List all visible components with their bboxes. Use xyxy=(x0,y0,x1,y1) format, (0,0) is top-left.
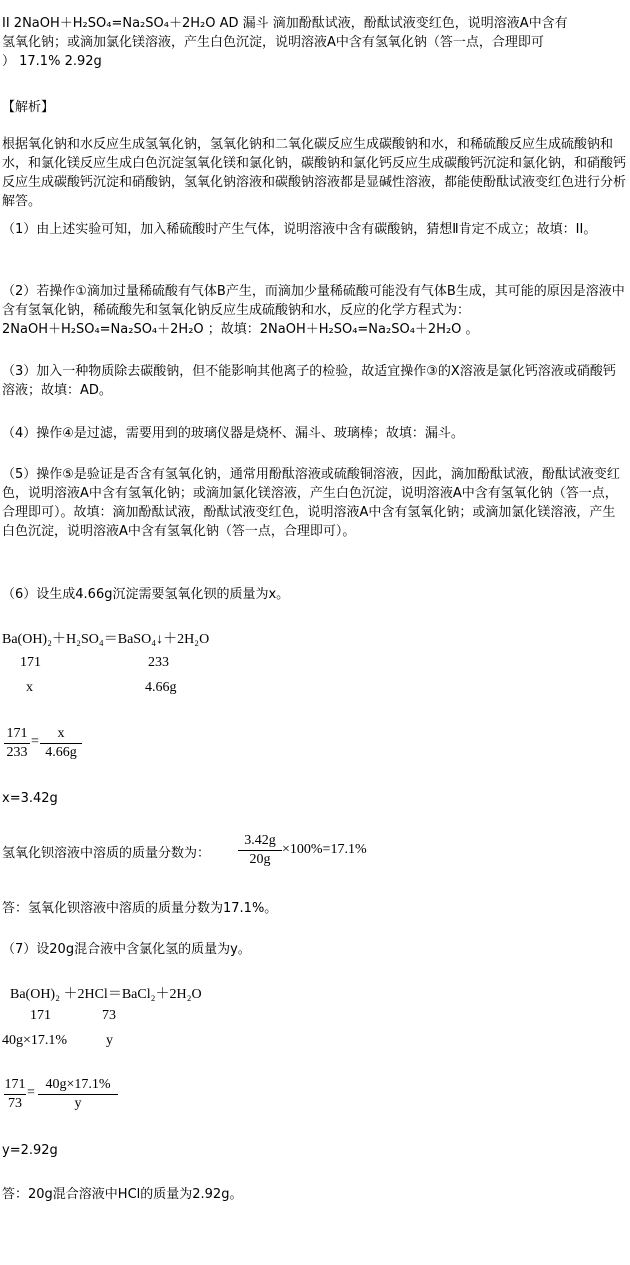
step-7-var-2: y xyxy=(106,1033,113,1048)
step-7-result: y=2.92g xyxy=(2,1143,58,1158)
step-6-var-1: x xyxy=(26,680,33,695)
step-6-var-2: 4.66g xyxy=(145,680,177,695)
analysis-intro: 根据氧化钠和水反应生成氢氧化钠，氢氧化钠和二氧化碳反应生成碳酸钠和水，和稀硫酸反应生成硫酸钠和水，和氯化镁反应生成白色沉淀氢氧化镁和氯化钠，碳酸钠和氯化钙反应生成碳酸钙沉淀和氯化钠，和硝酸钙反应生成碳酸钙沉淀和硝酸钠，氢氧化钠溶液和碳酸钠溶液都是显碱性溶液，都能使酚酞试液变红色进行分析解答。 xyxy=(2,137,627,209)
step-7-mass-2: 73 xyxy=(102,1008,116,1023)
step-7-mass-1: 171 xyxy=(30,1008,51,1023)
step-7-answer: 答：20g混合溶液中HCl的质量为2.92g。 xyxy=(2,1187,243,1202)
analysis-title: 【解析】 xyxy=(2,100,55,115)
step-2-equation: 2NaOH＋H₂SO₄=Na₂SO₄＋2H₂O ；故填：2NaOH＋H₂SO₄=Na₂SO₄＋2H₂O 。 xyxy=(2,322,479,337)
fraction-denominator: 4.66g xyxy=(45,745,77,760)
step-6-mass-1: 171 xyxy=(20,655,41,670)
step-6-mass-fraction-label: 氢氧化钡溶液中溶质的质量分数为： xyxy=(2,846,211,861)
step-1: （1）由上述实验可知，加入稀硫酸时产生气体，说明溶液中含有碳酸钠，猜想Ⅱ肯定不成立；故填：II。 xyxy=(2,222,597,237)
step-4: （4）操作④是过滤，需要用到的玻璃仪器是烧杯、漏斗、玻璃棒；故填：漏斗。 xyxy=(2,426,464,441)
step-7-fraction-right xyxy=(38,1076,118,1113)
fraction-numerator: 3.42g xyxy=(244,833,276,848)
fraction-denominator: 20g xyxy=(249,852,271,867)
answer-line-3: ） 17.1% 2.92g xyxy=(2,54,102,69)
step-5: （5）操作⑤是验证是否含有氢氧化钠，通常用酚酞溶液或硫酸铜溶液，因此，滴加酚酞试液，酚酞试液变红色，说明溶液A中含有氢氧化钠；或滴加氯化镁溶液，产生白色沉淀，说明溶液A中含有氢氧化钠（答一点，合理即可）。故填：滴加酚酞试液，酚酞试液变红色，说明溶液A中含有氢氧化钠；或滴加氯化镁溶液，产生白色沉淀，说明溶液A中含有氢氧化钠（答一点，合理即可）。 xyxy=(2,467,620,539)
step-7-intro: （7）设20g混合液中含氯化氢的质量为y。 xyxy=(2,942,251,957)
fraction-numerator: x xyxy=(57,726,65,741)
step-6-mass-fraction-tail: ×100%=17.1% xyxy=(282,842,367,857)
step-6-equals: = xyxy=(31,734,39,749)
step-6-answer: 答：氢氧化钡溶液中溶质的质量分数为17.1%。 xyxy=(2,901,278,916)
step-7-fraction-left xyxy=(4,1076,26,1113)
step-6-equation: Ba(OH)₂＋H₂SO₄＝BaSO₄↓＋2H₂O xyxy=(2,632,210,647)
step-6-fraction-right xyxy=(40,725,82,762)
fraction-denominator: 233 xyxy=(6,745,28,760)
answer-line-1: II 2NaOH＋H₂SO₄=Na₂SO₄＋2H₂O AD 漏斗 滴加酚酞试液，酚酞试液变红色，说明溶液A中含有 xyxy=(2,16,568,31)
step-7-equation: Ba(OH)₂ ＋2HCl＝BaCl₂＋2H₂O xyxy=(10,987,202,1002)
step-6-fraction-left xyxy=(4,725,30,762)
answer-line-2: 氢氧化钠；或滴加氯化镁溶液，产生白色沉淀，说明溶液A中含有氢氧化钠（答一点，合理即可 xyxy=(2,35,544,50)
step-6-mass-2: 233 xyxy=(148,655,169,670)
fraction-numerator: 171 xyxy=(4,1077,26,1092)
step-6-mass-fraction xyxy=(238,832,282,869)
step-7-equals: = xyxy=(27,1085,35,1100)
fraction-numerator: 40g×17.1% xyxy=(45,1077,111,1092)
fraction-denominator: y xyxy=(74,1096,82,1111)
step-7-var-1: 40g×17.1% xyxy=(2,1033,68,1048)
fraction-numerator: 171 xyxy=(6,726,28,741)
step-3: （3）加入一种物质除去碳酸钠，但不能影响其他离子的检验，故适宜操作③的X溶液是氯化钙溶液或硝酸钙溶液；故填：AD。 xyxy=(2,364,616,398)
step-6-result: x=3.42g xyxy=(2,791,58,806)
fraction-denominator: 73 xyxy=(8,1096,22,1111)
step-2-text: （2）若操作①滴加过量稀硫酸有气体B产生，而滴加少量稀硫酸可能没有气体B生成，其可能的原因是溶液中含有氢氧化钠，稀硫酸先和氢氧化钠反应生成硫酸钠和水，反应的化学方程式为： xyxy=(2,284,625,318)
step-6-intro: （6）设生成4.66g沉淀需要氢氧化钡的质量为x。 xyxy=(2,587,290,602)
